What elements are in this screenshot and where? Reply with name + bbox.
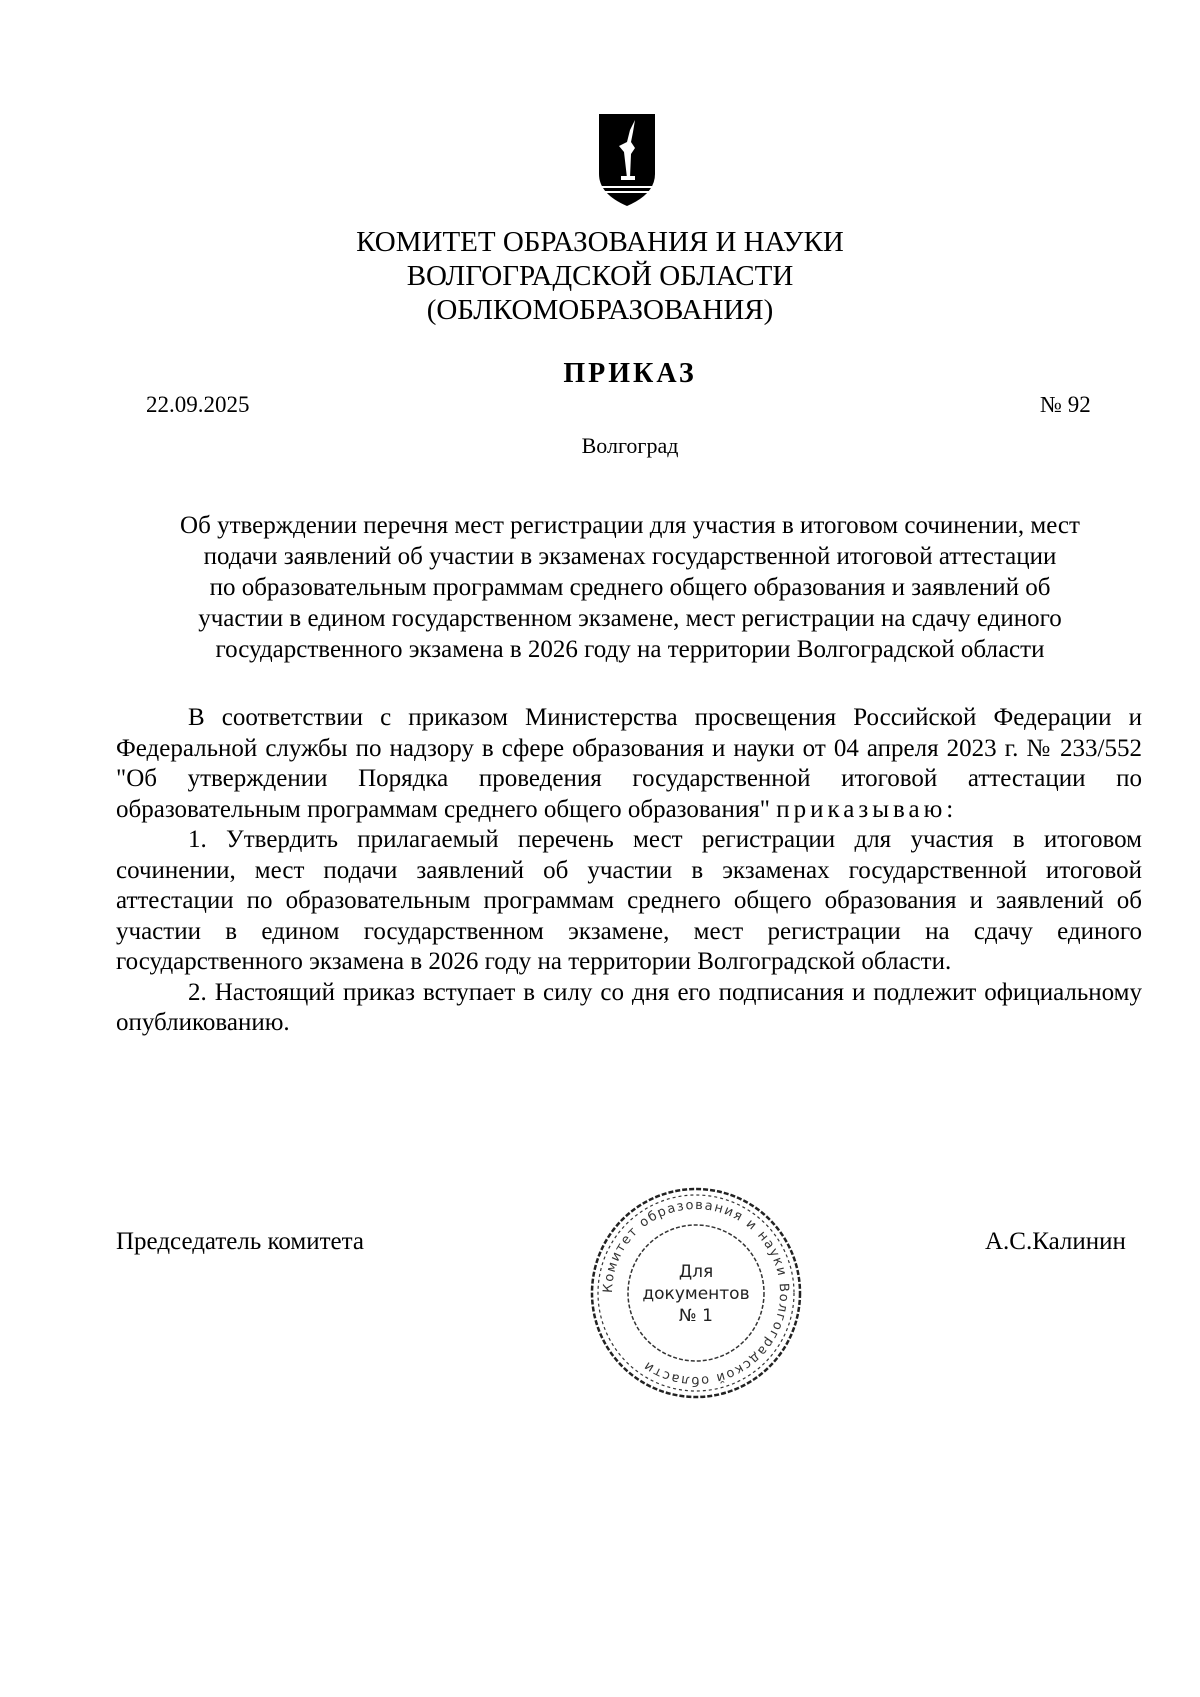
org-name-line2: ВОЛГОГРАДСКОЙ ОБЛАСТИ bbox=[406, 260, 794, 292]
signer-position: Председатель комитета bbox=[116, 1228, 364, 1255]
stamp-center-line3: № 1 bbox=[679, 1306, 713, 1326]
organization-header bbox=[0, 225, 1200, 327]
stamp-center-line2: документов bbox=[642, 1284, 750, 1304]
subject-line: подачи заявлений об участии в экзаменах государственной итоговой аттестации bbox=[203, 543, 1057, 570]
orders-word: приказываю: bbox=[776, 795, 958, 823]
subject-line: Об утверждении перечня мест регистрации для участия в итоговом сочинении, мест bbox=[180, 512, 1080, 539]
order-number: № 92 bbox=[1040, 392, 1091, 417]
coat-of-arms-icon bbox=[597, 112, 657, 208]
signer-name: А.С.Калинин bbox=[985, 1228, 1126, 1255]
org-name-line3: (ОБЛКОМОБРАЗОВАНИЯ) bbox=[426, 294, 774, 326]
stamp-center-line1: Для bbox=[678, 1262, 714, 1282]
subject-line: участии в едином государственном экзамене, мест регистрации на сдачу единого bbox=[198, 605, 1062, 632]
order-title: ПРИКАЗ bbox=[563, 358, 697, 389]
org-name-line1: КОМИТЕТ ОБРАЗОВАНИЯ И НАУКИ bbox=[356, 226, 844, 258]
official-stamp-icon bbox=[586, 1183, 806, 1403]
order-body bbox=[116, 703, 1142, 1039]
stamp-ring-text: Комитет образования и науки Волгоградской области bbox=[600, 1197, 792, 1389]
item-1-paragraph: 1. Утвердить прилагаемый перечень мест регистрации для участия в итоговом сочинении, мест подачи заявлений об участии в экзаменах государственной итоговой аттестации по образовательным программам среднего общего образования и заявлений об участии в едином государственном экзамене, мест регистрации на сдачу единого государственного экзамена в 2026 году на территории Волгоградской области. bbox=[116, 826, 1142, 975]
order-date: 22.09.2025 bbox=[146, 392, 250, 417]
item-2-paragraph: 2. Настоящий приказ вступает в силу со дня его подписания и подлежит официальному опубликованию. bbox=[116, 978, 1142, 1036]
order-subject bbox=[110, 510, 1150, 665]
subject-line: государственного экзамена в 2026 году на территории Волгоградской области bbox=[215, 636, 1045, 663]
preamble-text: В соответствии с приказом Министерства просвещения Российской Федерации и Федеральной службы по надзору в сфере образования и науки от 04 апреля 2023 г. № 233/552 "Об утверждении Порядка проведения государственной итоговой аттестации по образовательным программам среднего общего образования" bbox=[116, 704, 1142, 823]
preamble-paragraph bbox=[116, 703, 1142, 825]
subject-line: по образовательным программам среднего общего образования и заявлений об bbox=[209, 574, 1051, 601]
order-city: Волгоград bbox=[581, 433, 679, 458]
